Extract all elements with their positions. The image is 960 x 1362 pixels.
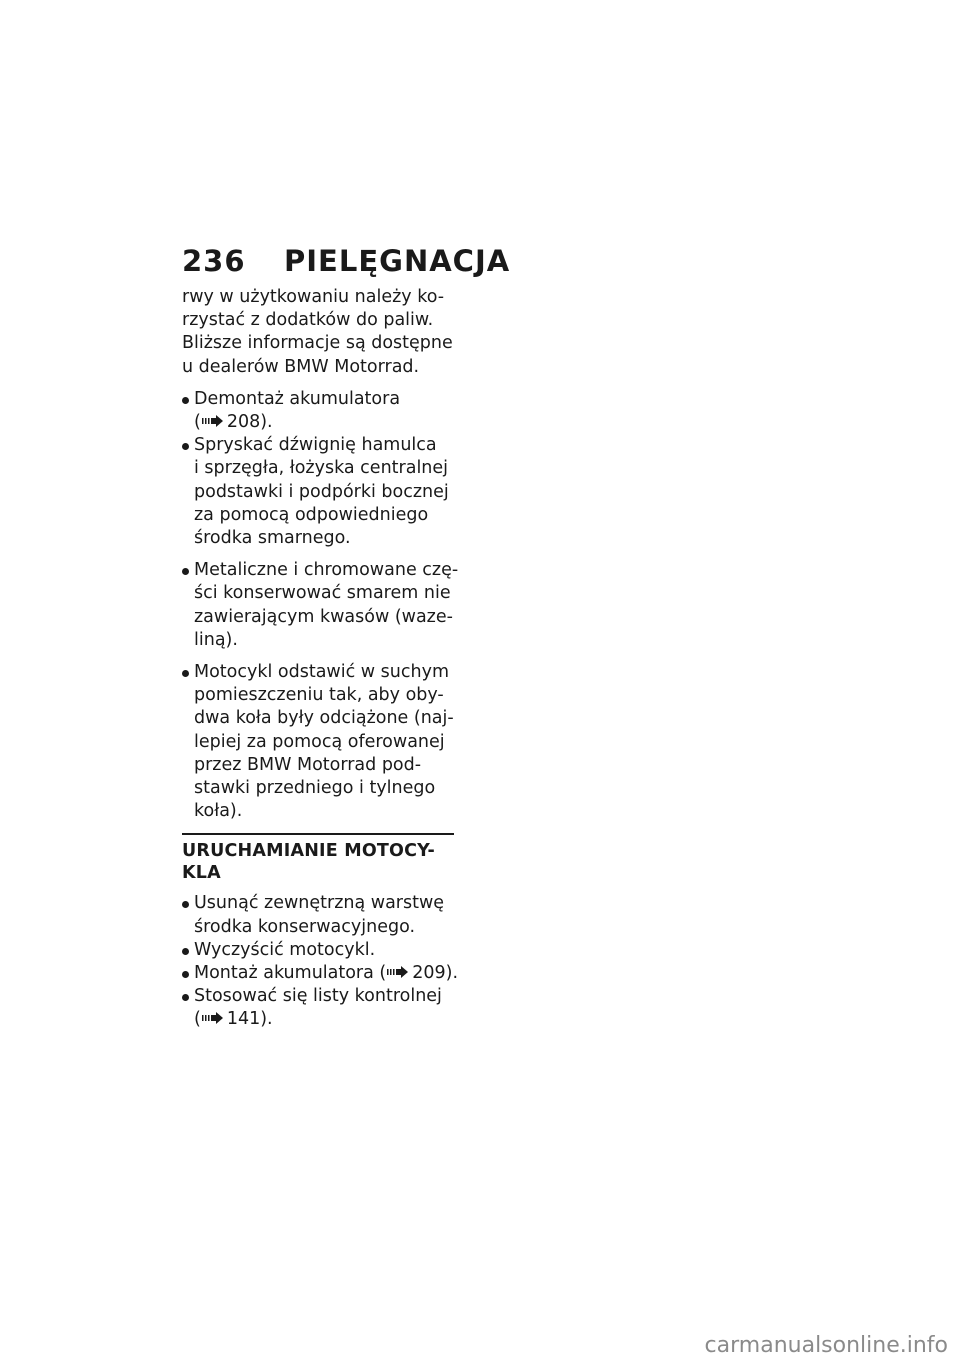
reference-line [194, 411, 454, 434]
reference-line [194, 1008, 454, 1031]
text-line: zawierającym kwasów (waze- [194, 606, 453, 627]
text-line: i sprzęgła, łożyska centralnej [194, 458, 449, 479]
section-title [182, 840, 454, 884]
text-line: Bliższe informacje są dostępne [182, 333, 453, 354]
bullet-dot [182, 568, 189, 575]
text-line: Wyczyścić motocykl. [194, 939, 376, 960]
bullet-dot [182, 901, 189, 908]
reference-arrow-icon [202, 1012, 224, 1024]
text-line: przez BMW Motorrad pod- [194, 754, 422, 775]
text-line: koła). [194, 801, 243, 822]
text-line: rwy w użytkowaniu należy ko- [182, 287, 445, 307]
text-line: Usunąć zewnętrzną warstwę [194, 893, 445, 914]
bullet-item-store-motorcycle [182, 661, 454, 823]
text-line: u dealerów BMW Motorrad. [182, 356, 420, 377]
page-reference-link[interactable]: 208). [226, 412, 273, 433]
text-line: Stosować się listy kontrolnej [194, 986, 442, 1007]
bullet-item-clean [182, 939, 454, 962]
text-line: liną). [194, 629, 238, 650]
bullet-item-remove-preservative [182, 892, 454, 938]
text-line: Spryskać dźwignię hamulca [194, 435, 437, 456]
text-line: dwa koła były odciążone (naj- [194, 708, 454, 729]
text-line: pomieszczeniu tak, aby oby- [194, 685, 444, 706]
section-title-line: KLA [182, 863, 221, 884]
text-line: ści konserwować smarem nie [194, 583, 451, 604]
text-line: środka smarnego. [194, 528, 351, 549]
text-line: stawki przedniego i tylnego [194, 778, 436, 799]
bullet-dot [182, 443, 189, 450]
text-line: Demontaż akumulatora [194, 388, 401, 409]
chapter-title: PIELĘGNACJA [284, 244, 511, 278]
bullet-item-install-battery [182, 962, 459, 985]
bullet-dot [182, 948, 189, 955]
section-title-line: URUCHAMIANIE MOTOCY- [182, 841, 435, 862]
page-reference-link[interactable]: 141). [226, 1009, 273, 1030]
bullet-dot [182, 994, 189, 1001]
text-line: za pomocą odpowiedniego [194, 504, 429, 525]
content-column [182, 286, 459, 1032]
text-line: Motocykl odstawić w suchym [194, 662, 449, 683]
reference-line [194, 962, 459, 985]
text-segment: Montaż akumulatora ( [194, 963, 387, 984]
text-line: środka konserwacyjnego. [194, 916, 416, 937]
bullet-dot [182, 397, 189, 404]
page-reference-link[interactable]: 209). [412, 963, 459, 984]
bullet-item-remove-battery [182, 388, 454, 434]
bullet-item-checklist [182, 985, 454, 1031]
paren: ( [194, 412, 201, 433]
bullet-dot [182, 971, 189, 978]
watermark: carmanualsonline.info [704, 1333, 948, 1358]
page-header [182, 244, 510, 278]
reference-arrow-icon [387, 966, 409, 978]
intro-paragraph [182, 286, 454, 379]
text-line: rzystać z dodatków do paliw. [182, 310, 434, 331]
bullet-item-preserve-metal [182, 559, 459, 652]
text-line: podstawki i podpórki bocznej [194, 481, 449, 502]
page-number: 236 [182, 244, 246, 278]
paren: ( [194, 1009, 201, 1030]
text-line: Metaliczne i chromowane czę- [194, 560, 459, 581]
section-divider [182, 833, 454, 835]
text-line: lepiej za pomocą oferowanej [194, 731, 445, 752]
bullet-dot [182, 670, 189, 677]
bullet-item-lubricate [182, 434, 454, 550]
reference-arrow-icon [202, 415, 224, 427]
